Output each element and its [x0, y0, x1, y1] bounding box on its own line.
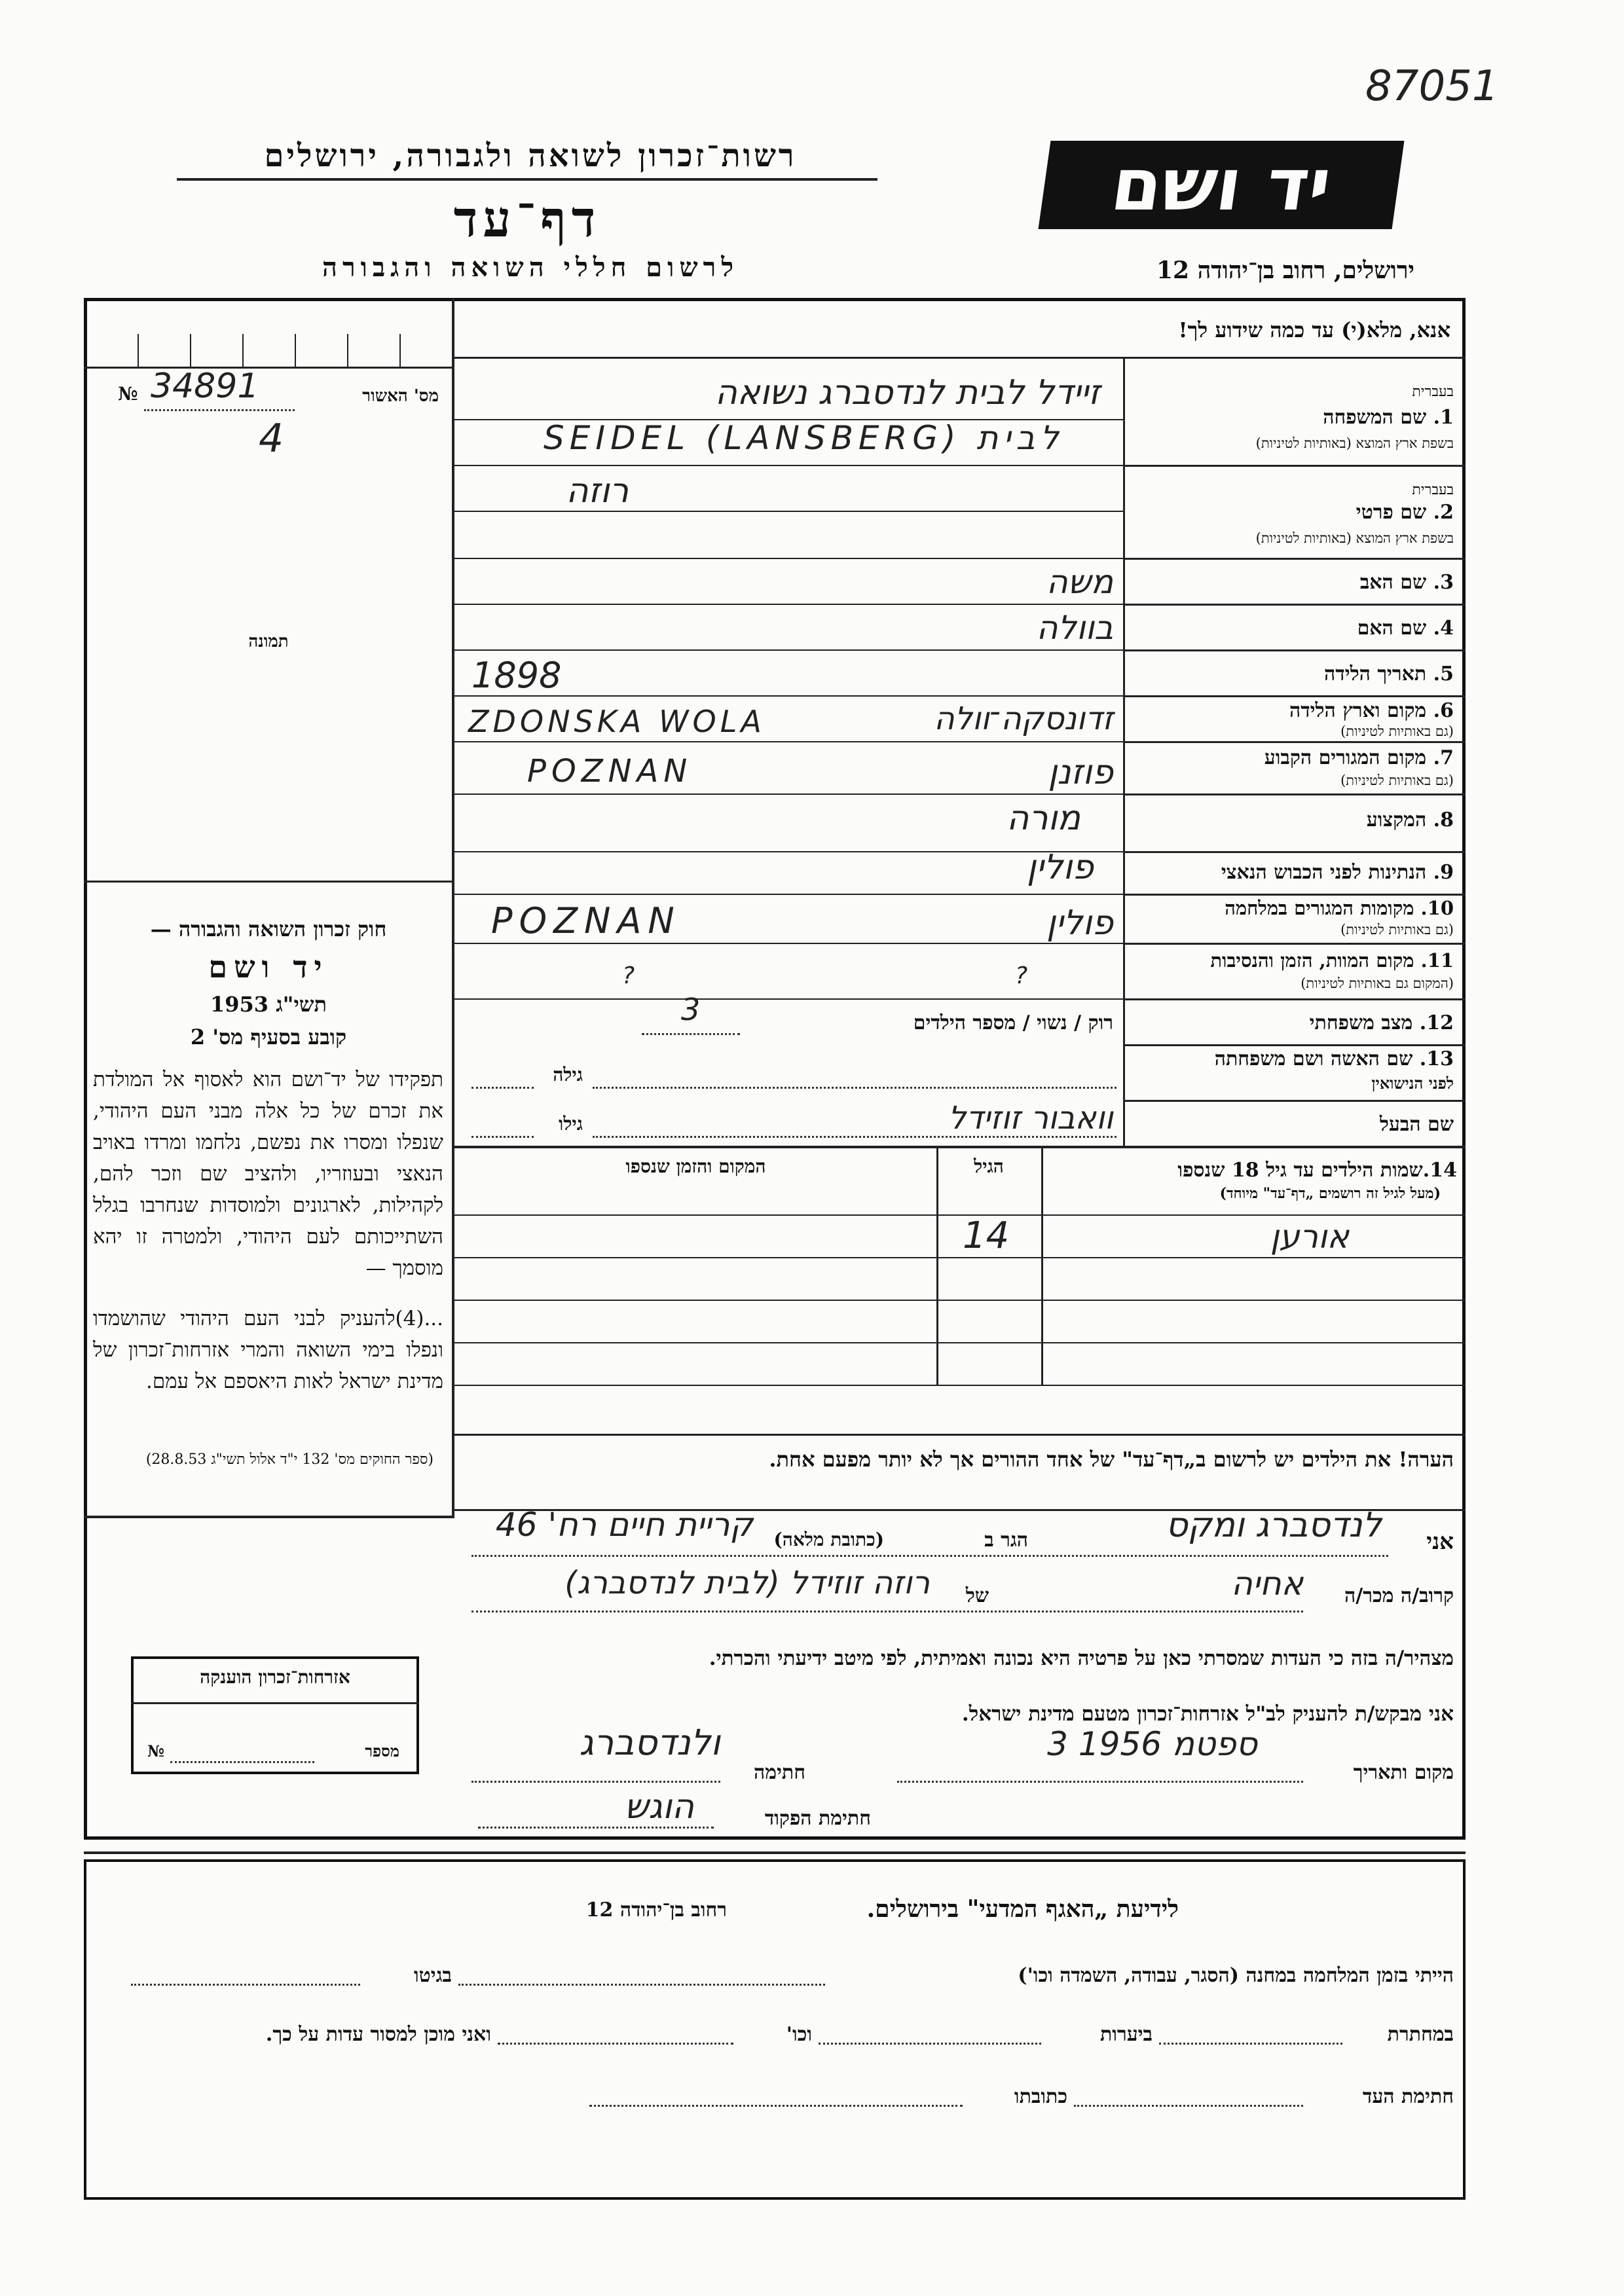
archive-number: 87051: [1365, 62, 1499, 111]
form-subtitle: לרשום חללי השואה והגבורה: [322, 252, 739, 283]
law-section: קובע בסעיף מס' 2: [190, 1025, 347, 1049]
f1-label: 1. שם המשפחה: [1323, 406, 1454, 429]
photo-label: תמונה: [248, 632, 289, 651]
f1-sub-hebrew: בעברית: [1412, 384, 1454, 400]
cert-label: מס' האשור: [362, 386, 439, 406]
law-text-2: ...(4)להעניק לבני העם היהודי שהושמדו ונפלו בימי השואה והמרי אזרחות־זכרון של מדינת ישראל לאות היאספם אל עמם.: [93, 1307, 443, 1393]
f10-value-hebrew[interactable]: פולין: [1046, 903, 1113, 943]
husband-age-label: גילו: [559, 1113, 583, 1135]
citizenship-number-label: מספר: [365, 1741, 399, 1760]
child-1-name[interactable]: אורען: [1270, 1218, 1349, 1256]
law-name: יד ושם: [208, 949, 329, 985]
f13-sub: לפני הנישואין: [1371, 1074, 1454, 1093]
footer-address: רחוב בן־יהודה 12: [585, 1899, 727, 1922]
f3-value[interactable]: משה: [1046, 563, 1113, 601]
form-note: הערה! את הילדים יש לרשום ב„דף־עד" של אחד ההורים אך לא יותר מפעם אחת.: [769, 1447, 1454, 1472]
f10-label: 10. מקומות המגורים במלחמה: [1225, 897, 1454, 919]
f6-sub: (גם באותיות לטיניות): [1340, 723, 1454, 739]
f12-options: רוק / נשוי / מספר הילדים: [913, 1011, 1113, 1034]
f11-value-latin[interactable]: ?: [622, 962, 635, 989]
col-place-header: המקום והזמן שנספו: [625, 1156, 766, 1177]
footer-title: לידיעת „האגף המדעי" בירושלים.: [866, 1895, 1179, 1923]
footer-underground: במחתרת: [1387, 2023, 1454, 2046]
children-label: 14.שמות הילדים עד גיל 18 שנספו: [1177, 1159, 1457, 1182]
footer-etc: וכו': [786, 2023, 812, 2046]
place-date-label: מקום ותאריך: [1353, 1761, 1454, 1784]
f13-label: 13. שם האשה ושם משפחתה: [1214, 1048, 1454, 1070]
footer-line1: הייתי בזמן המלחמה במחנה (הסגר, עבודה, השמדה וכו'): [1018, 1964, 1454, 1987]
f10-sub: (גם באותיות לטיניות): [1340, 922, 1454, 938]
decl-address-value[interactable]: קריית חיים רח' 46: [495, 1506, 753, 1544]
f13-age-label: גילה: [553, 1064, 583, 1085]
law-ref: (ספר החוקים מס' 132 י"ד אלול תשי"ג 28.8.53): [145, 1451, 434, 1468]
f1-sub-latin: בשפת ארץ המוצא (באותיות לטיניות): [1255, 435, 1454, 451]
decl-relative: קרוב/ה מכר/ה: [1344, 1584, 1454, 1607]
f7-label: 7. מקום המגורים הקבוע: [1264, 746, 1454, 769]
decl-requests: אני מבקש/ת להעניק לב"ל אזרחות־זכרון מטעם מדינת ישראל.: [961, 1702, 1454, 1726]
f10-value-latin[interactable]: POZNAN: [491, 900, 681, 941]
f7-value-latin[interactable]: POZNAN: [527, 753, 693, 790]
footer-address-label: כתובתו: [1014, 2085, 1067, 2108]
f9-value[interactable]: פולין: [1027, 848, 1094, 887]
officer-value[interactable]: הוגש: [624, 1787, 694, 1827]
f2-label: 2. שם פרטי: [1356, 501, 1454, 524]
f8-label: 8. המקצוע: [1366, 809, 1454, 831]
husband-label: שם הבעל: [1379, 1113, 1454, 1136]
f6-value-latin[interactable]: ZDONSKA WOLA: [468, 704, 766, 739]
f7-sub: (גם באותיות לטיניות): [1340, 773, 1454, 788]
footer-witness-sig: חתימת העד: [1362, 2085, 1454, 2108]
footer-ready: ואני מוכן למסור עדות על כך.: [265, 2023, 491, 2046]
citizenship-box-title: אזרחות־זכרון הוענקה: [200, 1666, 350, 1688]
citizenship-no-mark: №: [147, 1741, 165, 1760]
f6-value-hebrew[interactable]: זדונסקה־וולה: [934, 701, 1113, 737]
f12-children-count[interactable]: 3: [681, 992, 701, 1027]
signature-value[interactable]: ולנדסברג: [579, 1722, 720, 1763]
f1-value-hebrew[interactable]: זיידל לבית לנדסברג נשואה: [714, 373, 1100, 412]
f5-label: 5. תאריך הלידה: [1324, 663, 1454, 685]
f2-sub-hebrew: בעברית: [1412, 482, 1454, 498]
officer-label: חתימת הפקוד: [764, 1807, 871, 1830]
f9-label: 9. הנתינות לפני הכבוש הנאצי: [1221, 861, 1454, 884]
decl-ani: אני: [1426, 1529, 1454, 1555]
f8-value[interactable]: מורה: [1006, 799, 1080, 838]
law-text: תפקידו של יד־ושם הוא לאסוף אל המולדת את זכרם של כל אלה מבני העם היהודי, שנפלו ומסרו את נפשם, נלחמו ומרדו באויב הנאצי ובעוזריו, ולהציב שם וזכר להם, לקהילות, לארגונים ולמוסדות שנחרבו בגלל השתייכותם לעם היהודי, ולמטרה זו יהא מוסמך —: [93, 1068, 443, 1280]
f12-label: 12. מצב משפחתי: [1309, 1011, 1454, 1034]
decl-resides: הגר ב: [984, 1529, 1028, 1552]
cert-no-mark: №: [118, 383, 138, 405]
org-name: רשות־זכרון לשואה ולגבורה, ירושלים: [264, 137, 797, 174]
col-age-header: הגיל: [974, 1156, 1004, 1177]
f1-value-latin[interactable]: SEIDEL (LANSBERG) לבית: [544, 419, 1064, 457]
f4-label: 4. שם האם: [1357, 617, 1454, 640]
header-address: ירושלים, רחוב בן־יהודה 12: [1156, 257, 1414, 284]
f11-value-hebrew[interactable]: ?: [1015, 962, 1028, 989]
footer-forests: ביערות: [1099, 2023, 1153, 2046]
children-sub: (מעל לגיל זה רושמים „דף־עד" מיוחד): [1219, 1185, 1441, 1202]
signature-label: חתימה: [754, 1761, 805, 1784]
form-intro: אנא, מלא(י) עד כמה שידוע לך!: [1178, 318, 1450, 342]
place-date-value[interactable]: ספטמ 1956 3: [1047, 1725, 1257, 1763]
f11-label: 11. מקום המוות, הזמן והנסיבות: [1210, 949, 1454, 972]
form-title: דף־עד: [453, 190, 601, 248]
child-1-age[interactable]: 14: [963, 1214, 1010, 1257]
law-year: תשי"ג 1953: [210, 992, 327, 1017]
f3-label: 3. שם האב: [1359, 571, 1454, 594]
law-title: חוק זכרון השואה והגבורה —: [150, 917, 387, 941]
cert-number-value: 34891: [151, 367, 259, 406]
f4-value[interactable]: בוולה: [1036, 609, 1113, 647]
decl-of: של: [965, 1584, 989, 1607]
cert-sub-value: 4: [259, 416, 284, 462]
husband-value[interactable]: וואבור זוזידל: [948, 1100, 1113, 1137]
decl-name-value[interactable]: לנדסברג ומקס: [1165, 1506, 1382, 1545]
f11-sub: (המקום גם באותיות לטיניות): [1301, 975, 1454, 991]
f6-label: 6. מקום וארץ הלידה: [1289, 699, 1454, 722]
f2-value-hebrew[interactable]: רוזה: [566, 471, 629, 511]
f2-sub-latin: בשפת ארץ המוצא (באותיות לטיניות): [1255, 530, 1454, 546]
decl-of-value[interactable]: רוזה זוזידל (לבית לנדסברג): [564, 1565, 930, 1601]
decl-declares: מצהיר/ה בזה כי העדות שמסרתי כאן על פרטיה היא נכונה ואמיתית, לפי מיטב ידיעתי והכרתי.: [709, 1647, 1454, 1670]
decl-address-hint: (כתובת מלאה): [773, 1529, 884, 1550]
footer-ghetto: בגיטו: [413, 1964, 452, 1987]
f7-value-hebrew[interactable]: פוזנן: [1048, 753, 1113, 792]
f5-value[interactable]: 1898: [471, 655, 562, 696]
decl-relation-value[interactable]: אחיה: [1231, 1565, 1303, 1603]
yad-vashem-logo: יד ושם: [1039, 141, 1405, 229]
